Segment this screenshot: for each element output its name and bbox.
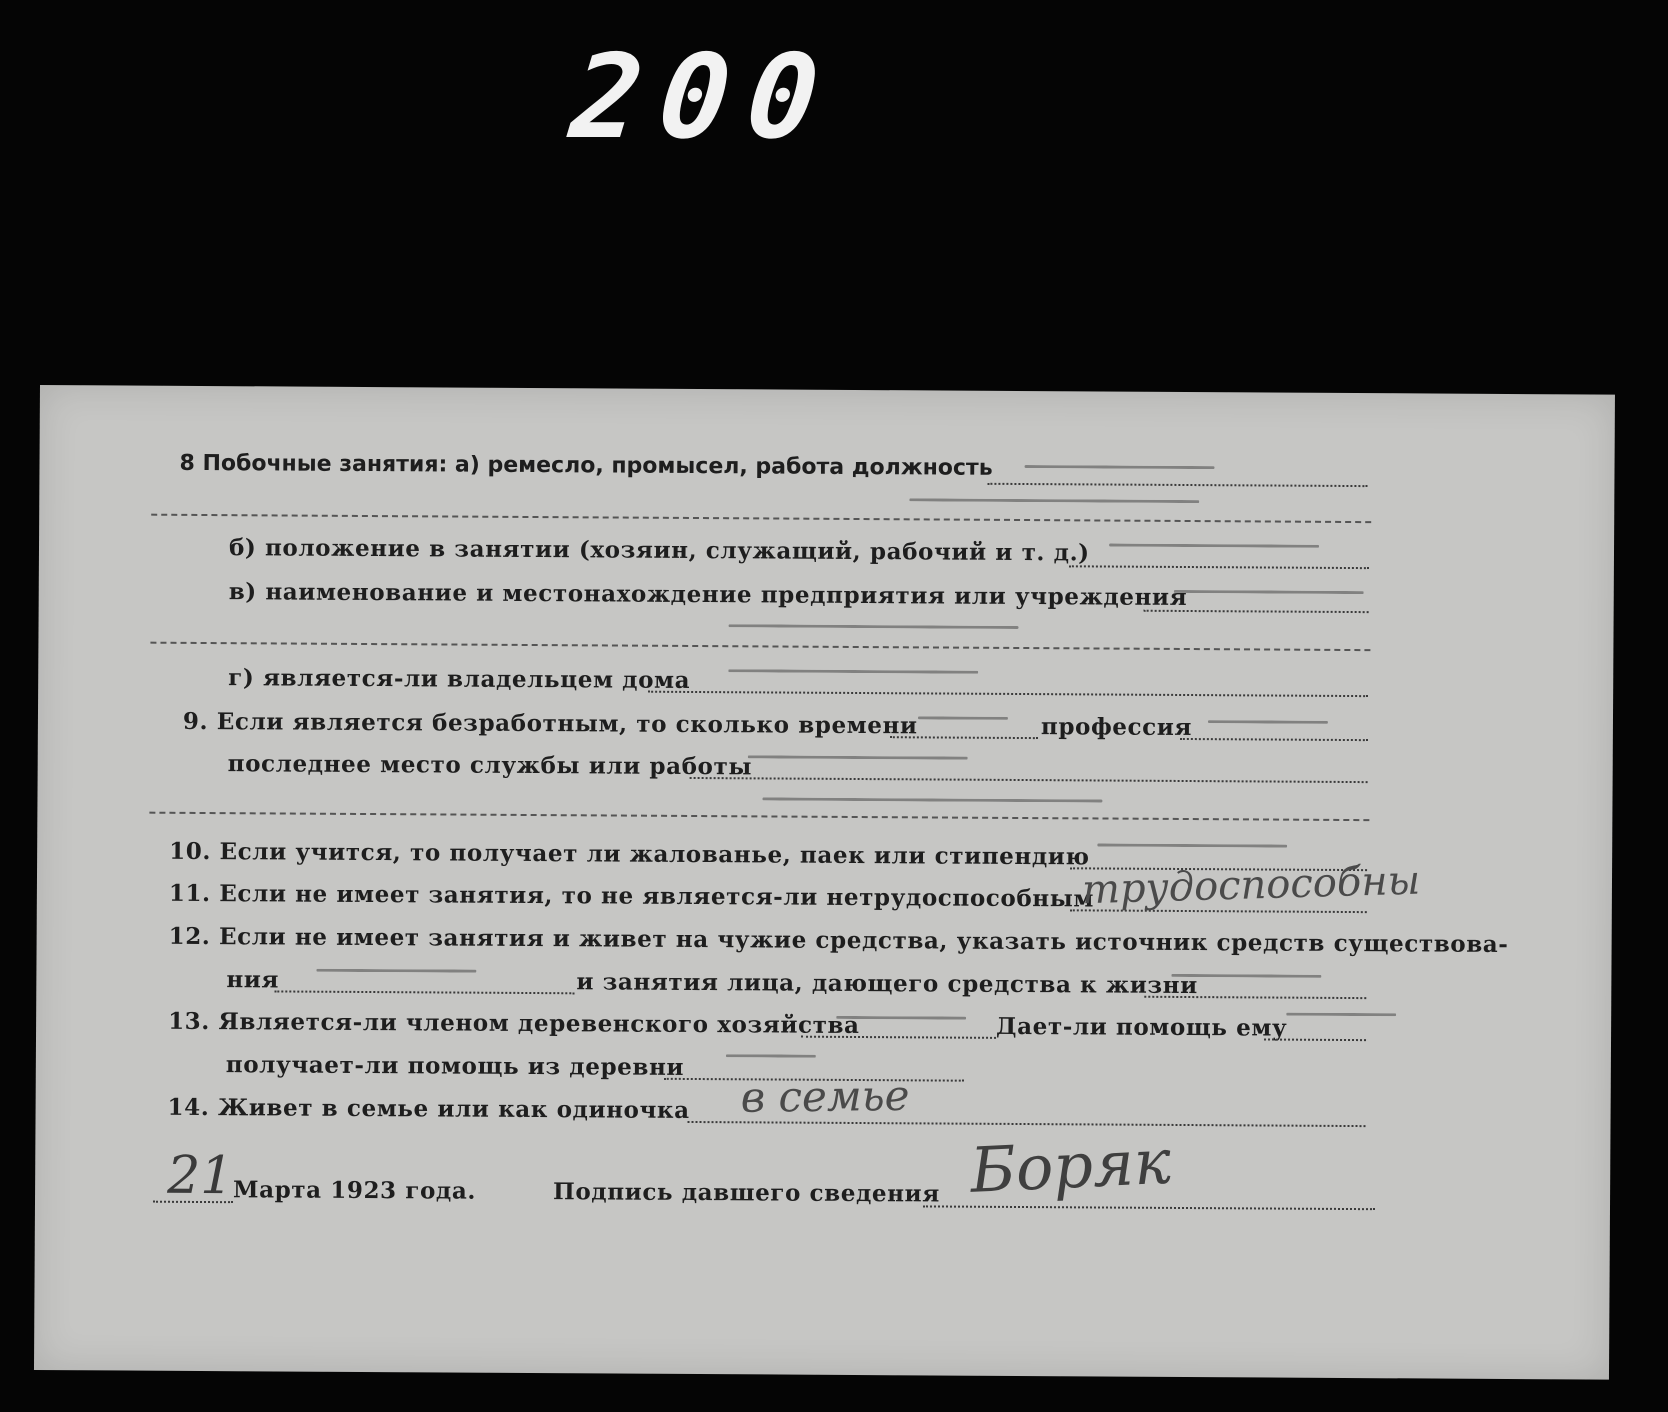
q14-fill-line xyxy=(688,1121,1366,1127)
q14-handwritten-answer: в семье xyxy=(740,1070,910,1122)
date-text: Марта 1923 года. xyxy=(233,1176,477,1205)
q8b-fill-line xyxy=(1069,565,1369,569)
q8c-fill-line xyxy=(1144,610,1369,613)
q12-line2a-text: ния xyxy=(226,966,280,994)
q8c-separator xyxy=(150,642,1370,651)
date-handwritten-day: 21 xyxy=(166,1145,234,1207)
q8a-dash2 xyxy=(909,498,1199,503)
q9-line2-text: последнее место службы или работы xyxy=(227,750,753,781)
frame-number: 200 xyxy=(564,30,843,165)
q12-source-fill-line xyxy=(274,990,574,994)
q13-receive-dash xyxy=(726,1054,816,1058)
q13-help-label: Дает-ли помощь ему xyxy=(996,1012,1288,1042)
q8d-text: г) является-ли владельцем дома xyxy=(228,664,691,694)
q13-line1-text: 13. Является-ли членом деревенского хозяйства xyxy=(168,1007,860,1040)
q8a-dash xyxy=(1025,465,1215,469)
signature-label: Подпись давшего сведения xyxy=(552,1178,940,1208)
q8c-dash2 xyxy=(729,624,1019,629)
q12-line1-text: 12. Если не имеет занятия и живет на чужие средства, указать источник средств существова- xyxy=(168,922,1509,958)
q9-profession-dash xyxy=(1208,720,1328,724)
day-fill-line xyxy=(153,1201,233,1203)
signature-handwritten: Боряк xyxy=(968,1124,1173,1207)
q11-handwritten-answer: трудоспособны xyxy=(1081,857,1421,914)
q9-line2-dash xyxy=(748,755,968,759)
q8d-dash xyxy=(728,669,978,674)
q12-line2b-text: и занятия лица, дающего средства к жизни xyxy=(576,968,1198,1000)
q11-text: 11. Если не имеет занятия, то не является-ли нетрудоспособным xyxy=(168,879,1095,913)
q10-dash xyxy=(1097,843,1287,847)
q9-profession-fill-line xyxy=(1180,738,1368,741)
q8b-dash xyxy=(1109,544,1319,548)
q13-line2-text: получает-ли помощь из деревни xyxy=(225,1051,685,1081)
q8c-text: в) наименование и местонахождение предприятия или учреждения xyxy=(228,578,1188,612)
q12-source-dash xyxy=(316,969,476,973)
signature-fill-line xyxy=(923,1205,1375,1210)
q8c-dash xyxy=(1174,590,1364,594)
q9-separator xyxy=(149,812,1369,821)
q9-time-dash xyxy=(918,716,1008,720)
q9-profession-label: профессия xyxy=(1040,713,1193,742)
q8a-fill-line xyxy=(987,483,1367,487)
q10-text: 10. Если учится, то получает ли жалованье, паек или стипендию xyxy=(169,837,1090,871)
q9-line2-fill-line xyxy=(690,777,1368,783)
q9-separator-dash xyxy=(762,797,1102,802)
q9-line1-text: 9. Если является безработным, то сколько времени xyxy=(182,707,918,740)
q14-text: 14. Живет в семье или как одиночка xyxy=(167,1093,690,1124)
q8-separator xyxy=(151,514,1371,523)
q8d-fill-line xyxy=(648,691,1368,697)
form-card xyxy=(34,385,1615,1380)
q13-help-dash xyxy=(1286,1013,1396,1017)
q8a-text: 8 Побочные занятия: а) ремесло, промысел, работа должность xyxy=(179,450,993,481)
q8b-text: б) положение в занятии (хозяин, служащий, рабочий и т. д.) xyxy=(228,534,1090,567)
